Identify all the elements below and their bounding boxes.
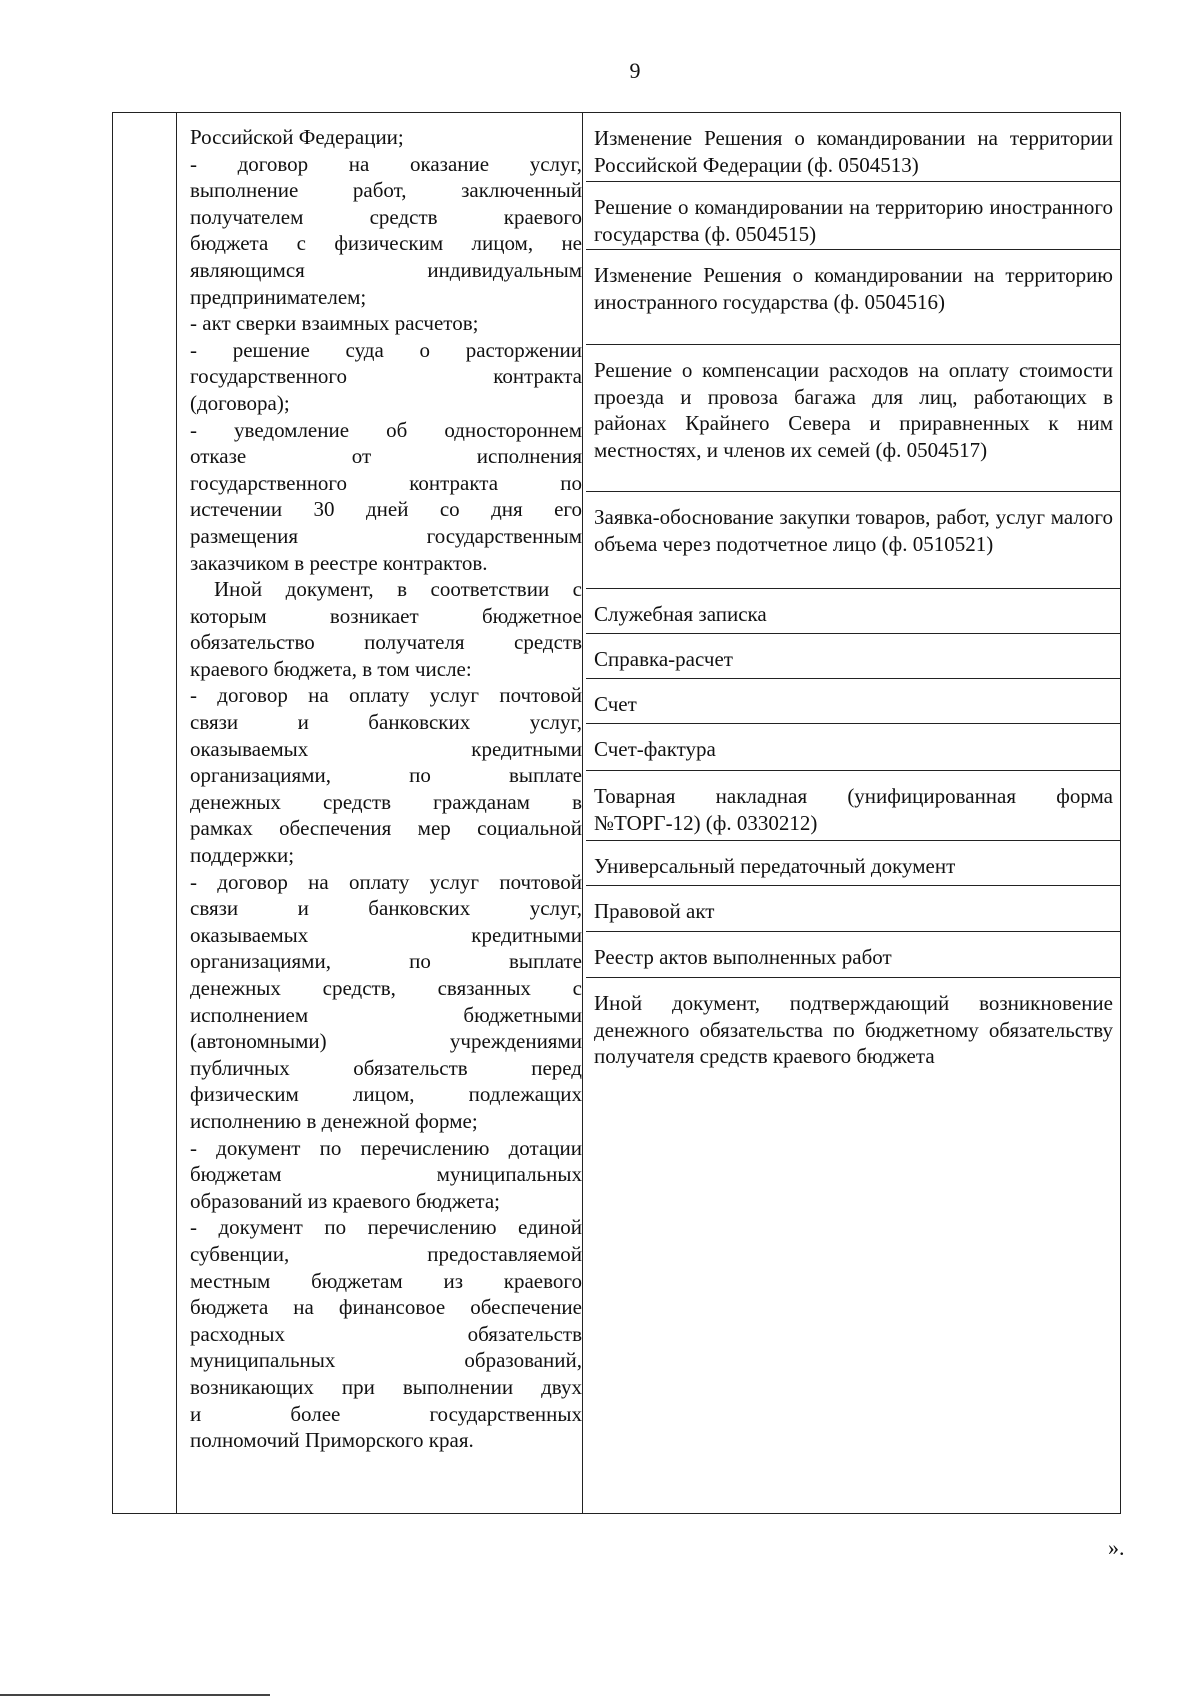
left-text-line: бюджета на финансовое обеспечение [190,1295,582,1320]
document-type-cell [586,841,1121,886]
left-text-line: обязательство получателя средств [190,630,582,655]
left-text-line: и более государственных [190,1401,582,1426]
document-type-label: Товарная накладная (унифицированная форма №ТОРГ-12) (ф. 0330212) [594,784,1113,835]
column-divider [582,112,583,1514]
left-text-line: физическим лицом, подлежащих [190,1082,582,1107]
left-column-text [190,124,582,1454]
left-text-line: предпринимателем; [190,284,367,309]
left-text-line: - документ по перечислению дотации [190,1135,582,1160]
page-number: 9 [629,58,641,83]
left-text-line: местным бюджетам из краевого [190,1268,582,1293]
document-type-cell [586,634,1121,679]
document-type-cell [586,886,1121,932]
left-text-line: связи и банковских услуг, [190,896,582,921]
document-type-label: Изменение Решения о командировании на территории Российской Федерации (ф. 0504513) [594,126,1113,177]
left-text-line: образований из краевого бюджета; [190,1188,500,1213]
document-type-label: Иной документ, подтверждающий возникновение денежного обязательства по бюджетному обязательству получателя средств краевого бюджета [594,991,1113,1068]
left-text-line: - решение суда о расторжении [190,337,582,362]
document-type-label: Заявка-обоснование закупки товаров, работ, услуг малого объема через подотчетное лицо (ф. 0510521) [594,505,1113,556]
left-text-line: - документ по перечислению единой [190,1215,582,1240]
left-text-line: исполнением бюджетными [190,1002,582,1027]
left-text-line: заказчиком в реестре контрактов. [190,550,488,575]
left-text-line: бюджета с физическим лицом, не [190,231,582,256]
document-type-cell [586,492,1121,589]
left-text-line: Российской Федерации; [190,125,404,149]
document-type-cell [586,250,1121,345]
left-text-line: размещения государственным [190,523,582,548]
left-text-line: государственного контракта по [190,470,582,495]
left-text-line: бюджетам муниципальных [190,1162,582,1187]
document-type-label: Изменение Решения о командировании на территорию иностранного государства (ф. 0504516) [594,263,1113,314]
left-text-line: (автономными) учреждениями [190,1029,582,1054]
document-type-label: Счет-фактура [594,737,716,761]
left-text-line: поддержки; [190,843,295,868]
left-text-line: отказе от исполнения [190,444,582,469]
document-type-cell [586,182,1121,250]
left-text-line: рамках обеспечения мер социальной [190,816,582,841]
left-text-line: (договора); [190,390,290,415]
document-type-cell [586,112,1121,182]
left-text-line: возникающих при выполнении двух [190,1374,582,1399]
left-text-line: организациями, по выплате [190,763,582,788]
left-text-line: публичных обязательств перед [190,1055,582,1080]
closing-quote: ». [1108,1535,1125,1560]
left-text-line: связи и банковских услуг, [190,710,582,735]
document-type-cell [586,932,1121,978]
left-text-line: - договор на оплату услуг почтовой [190,683,582,708]
left-text-line: субвенции, предоставляемой [190,1241,582,1266]
document-type-label: Решение о командировании на территорию иностранного государства (ф. 0504515) [594,195,1113,246]
left-text-line: Иной документ, в соответствии с [214,577,582,602]
left-text-line: являющимся индивидуальным [190,257,582,282]
left-text-line: которым возникает бюджетное [190,603,582,628]
left-text-line: государственного контракта [190,364,582,389]
left-text-line: денежных средств гражданам в [190,789,582,814]
left-text-line: оказываемых кредитными [190,736,582,761]
document-type-cell [586,589,1121,634]
document-type-cell [586,345,1121,492]
document-type-cell [586,978,1121,1518]
document-type-label: Правовой акт [594,899,715,923]
left-text-line: краевого бюджета, в том числе: [190,656,472,681]
left-text-line: оказываемых кредитными [190,922,582,947]
document-type-cell [586,679,1121,724]
left-text-line: полномочий Приморского края. [190,1428,474,1453]
left-text-line: выполнение работ, заключенный [190,178,582,203]
left-text-line: - акт сверки взаимных расчетов; [190,311,479,336]
document-type-label: Универсальный передаточный документ [594,854,956,878]
left-text-line: - уведомление об одностороннем [190,417,582,442]
document-type-label: Счет [594,692,637,716]
document-type-label: Справка-расчет [594,647,733,671]
left-text-line: денежных средств, связанных с [190,976,582,1000]
document-type-label: Решение о компенсации расходов на оплату стоимости проезда и провоза багажа для лиц, работающих в районах Крайнего Севера и приравненных к ним местностях, и членов их семей (ф. 0504517) [594,358,1113,462]
document-type-cell [586,724,1121,771]
left-text-line: исполнению в денежной форме; [190,1108,478,1133]
left-text-line: организациями, по выплате [190,949,582,974]
document-type-label: Реестр актов выполненных работ [594,945,892,969]
left-text-line: муниципальных образований, [190,1348,582,1373]
left-text-line: истечении 30 дней со дня его [190,497,582,522]
left-text-line: - договор на оказание услуг, [190,151,582,176]
left-text-line: получателем средств краевого [190,204,582,229]
left-text-line: расходных обязательств [190,1321,582,1346]
document-type-cell [586,771,1121,841]
document-type-label: Служебная записка [594,602,767,626]
left-text-line: - договор на оплату услуг почтовой [190,869,582,894]
column-divider [176,112,177,1514]
